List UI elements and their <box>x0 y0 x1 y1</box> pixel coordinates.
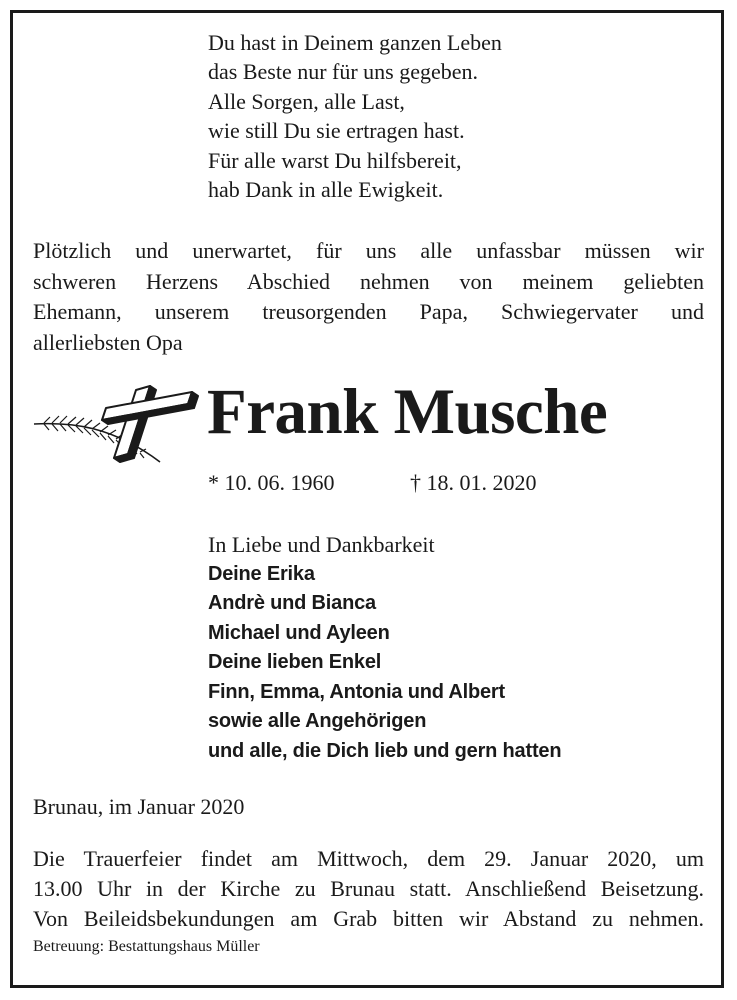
poem-line: wie still Du sie ertragen hast. <box>208 118 465 144</box>
funeral-info <box>33 844 704 934</box>
mourner: und alle, die Dich lieb und gern hatten <box>208 739 562 762</box>
poem <box>208 28 502 204</box>
intro-line: Plötzlich und unerwartet, für uns alle unfassbar müssen wir <box>33 238 704 263</box>
birth-date: * 10. 06. 1960 <box>208 470 335 495</box>
intro-line: allerliebsten Opa <box>33 329 183 355</box>
poem-line: hab Dank in alle Ewigkeit. <box>208 177 444 203</box>
mourner: Deine Erika <box>208 562 315 585</box>
death-date: † 18. 01. 2020 <box>410 470 537 495</box>
cross-with-palm-branch-icon <box>32 384 200 472</box>
undertaker-credit: Betreuung: Bestattungshaus Müller <box>33 938 260 955</box>
poem-line: Alle Sorgen, alle Last, <box>208 88 405 114</box>
poem-line: Du hast in Deinem ganzen Leben <box>208 30 502 55</box>
funeral-line: Die Trauerfeier findet am Mittwoch, dem 29. Januar 2020, um <box>33 846 704 871</box>
mourner: sowie alle Angehörigen <box>208 710 427 732</box>
intro-line: Ehemann, unserem treusorgenden Papa, Schwiegervater und <box>33 299 704 324</box>
intro-line: schweren Herzens Abschied nehmen von meinem geliebten <box>33 268 704 294</box>
mourner: Michael und Ayleen <box>208 621 390 644</box>
mourners-list <box>208 530 561 766</box>
place-date: Brunau, im Januar 2020 <box>33 794 245 819</box>
funeral-line: 13.00 Uhr in der Kirche zu Brunau statt. Anschließend Beisetzung. <box>33 876 704 901</box>
intro-paragraph <box>33 236 704 358</box>
mourner: Andrè und Bianca <box>208 592 376 614</box>
mourner: Finn, Emma, Antonia und Albert <box>208 680 505 703</box>
poem-line: Für alle warst Du hilfsbereit, <box>208 147 462 173</box>
funeral-line: Von Beileidsbekundungen am Grab bitten wir Abstand zu nehmen. <box>33 906 704 931</box>
mourner: Deine lieben Enkel <box>208 651 382 673</box>
deceased-name: Frank Musche <box>207 376 608 448</box>
poem-line: das Beste nur für uns gegeben. <box>208 59 479 85</box>
greeting: In Liebe und Dankbarkeit <box>208 532 435 557</box>
